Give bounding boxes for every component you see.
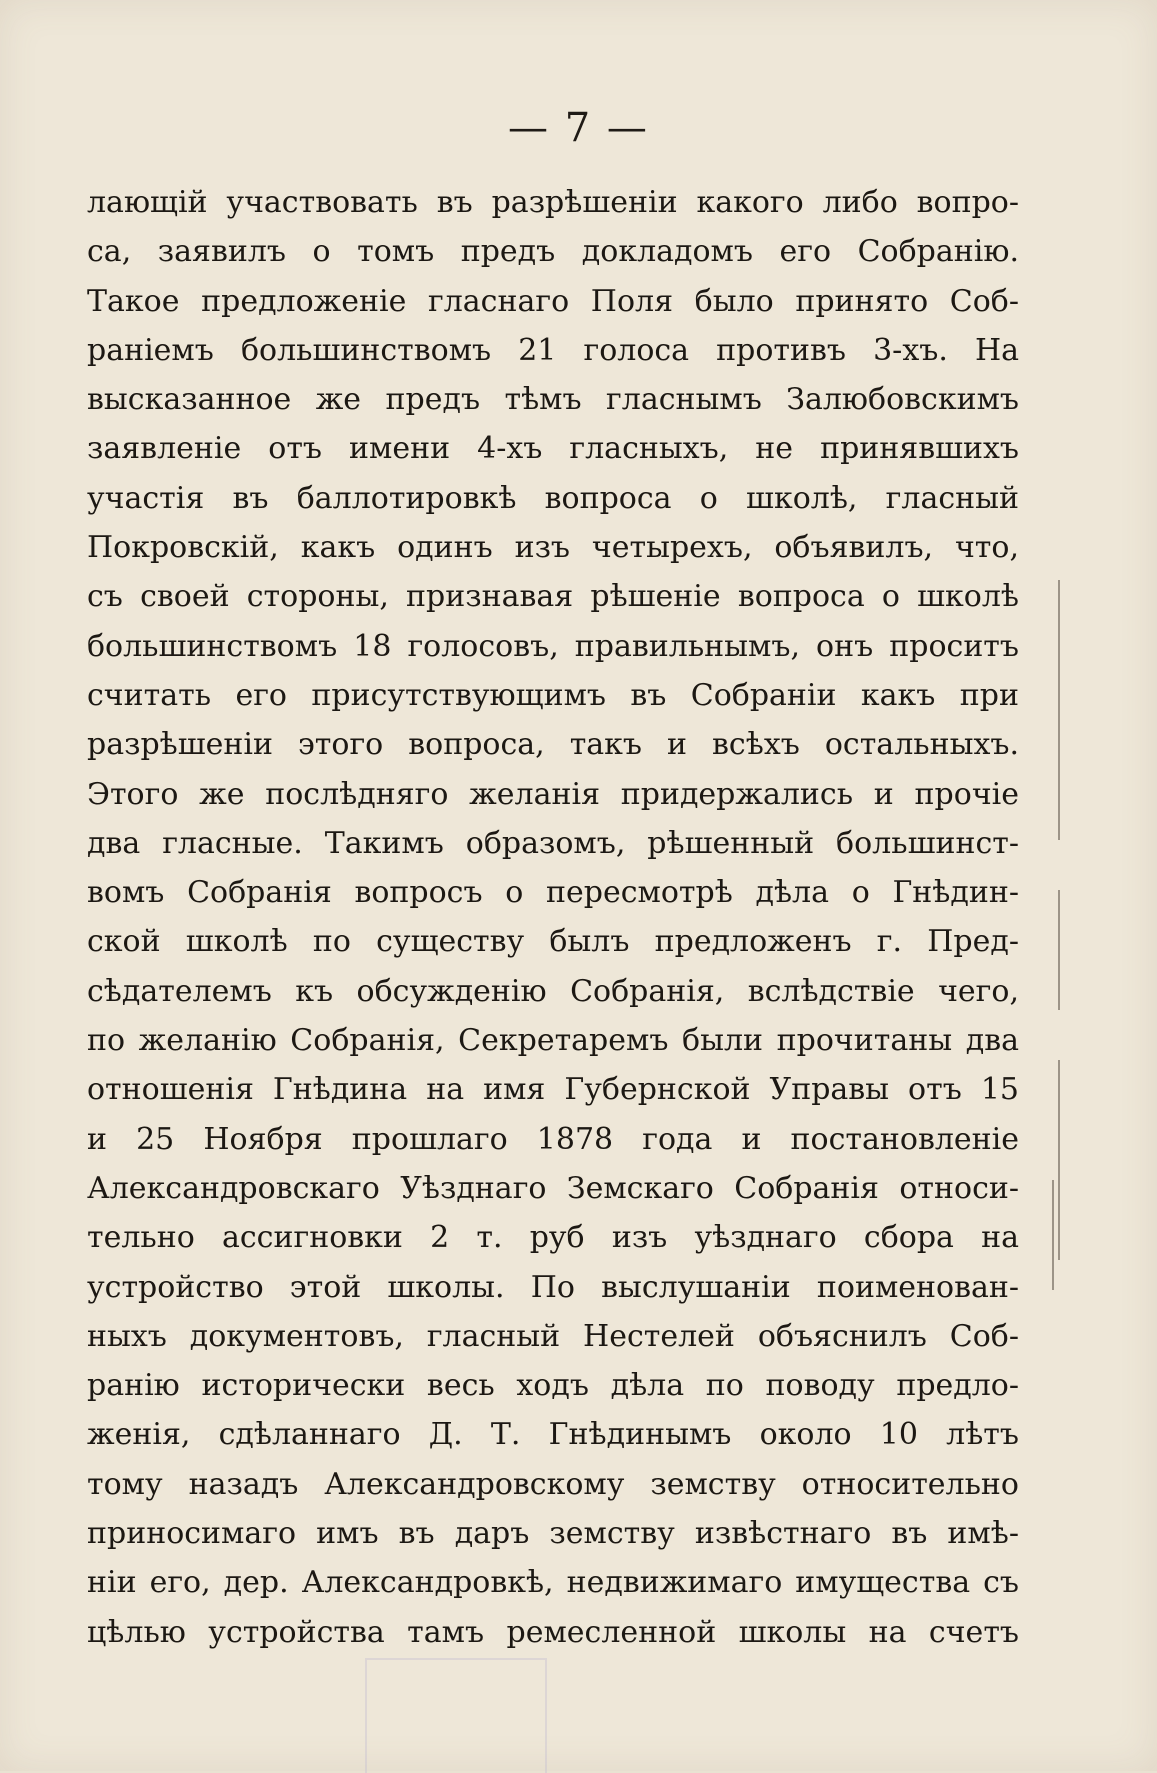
text-line: Александровскаго Уѣзднаго Земскаго Собранія относи- [87, 1170, 1019, 1206]
text-line: ранію исторически весь ходъ дѣла по поводу предло- [87, 1368, 1019, 1404]
text-line: сѣдателемъ къ обсужденію Собранія, вслѣдствіе чего, [87, 973, 1019, 1009]
text-line: тому назадъ Александровскому земству относительно [87, 1466, 1019, 1502]
text-line: Такое предложеніе гласнаго Поля было принято Соб- [87, 283, 1019, 319]
text-line: заявленіе отъ имени 4-хъ гласныхъ, не принявшихъ [87, 431, 1019, 467]
text-line: участія въ баллотировкѣ вопроса о школѣ, гласный [87, 480, 1019, 516]
page-number: — 7 — [508, 105, 649, 151]
text-line: Этого же послѣдняго желанія придержались и прочіе [87, 776, 1019, 812]
library-stamp [365, 1658, 547, 1773]
text-line: разрѣшеніи этого вопроса, такъ и всѣхъ остальныхъ. [87, 727, 1019, 763]
text-line: ской школѣ по существу былъ предложенъ г. Пред- [87, 924, 1019, 960]
text-line: и 25 Ноября прошлаго 1878 года и постановленіе [87, 1121, 1019, 1157]
text-line: большинствомъ 18 голосовъ, правильнымъ, онъ проситъ [87, 628, 1019, 664]
text-line: ныхъ документовъ, гласный Нестелей объяснилъ Соб- [87, 1318, 1019, 1354]
margin-mark [1058, 890, 1060, 1010]
text-line: са, заявилъ о томъ предъ докладомъ его Собранію. [87, 234, 1019, 270]
text-line: Покровскій, какъ одинъ изъ четырехъ, объявилъ, что, [87, 530, 1019, 566]
text-line: раніемъ большинствомъ 21 голоса противъ 3-хъ. На [87, 332, 1019, 368]
text-line: тельно ассигновки 2 т. руб изъ уѣзднаго сбора на [87, 1220, 1019, 1256]
margin-mark [1058, 580, 1060, 840]
text-line: два гласные. Такимъ образомъ, рѣшенный большинст- [87, 825, 1019, 861]
text-line: считать его присутствующимъ въ Собраніи какъ при [87, 677, 1019, 713]
body-text [87, 178, 1019, 1657]
text-line: женія, сдѣланнаго Д. Т. Гнѣдинымъ около 10 лѣтъ [87, 1417, 1019, 1453]
text-line: вомъ Собранія вопросъ о пересмотрѣ дѣла о Гнѣдин- [87, 875, 1019, 911]
text-line: съ своей стороны, признавая рѣшеніе вопроса о школѣ [87, 579, 1019, 615]
text-line: высказанное же предъ тѣмъ гласнымъ Залюбовскимъ [87, 382, 1019, 418]
margin-mark [1052, 1180, 1054, 1290]
text-line: отношенія Гнѣдина на имя Губернской Управы отъ 15 [87, 1072, 1019, 1108]
text-line: цѣлью устройства тамъ ремесленной школы на счетъ [87, 1614, 1019, 1650]
text-line: по желанію Собранія, Секретаремъ были прочитаны два [87, 1023, 1019, 1059]
margin-mark [1058, 1060, 1060, 1260]
text-line: приносимаго имъ въ даръ земству извѣстнаго въ имѣ- [87, 1516, 1019, 1552]
text-line: ніи его, дер. Александровкѣ, недвижимаго имущества съ [87, 1565, 1019, 1601]
text-line: устройство этой школы. По выслушаніи поименован- [87, 1269, 1019, 1305]
text-line: лающій участвовать въ разрѣшеніи какого либо вопро- [87, 185, 1019, 220]
